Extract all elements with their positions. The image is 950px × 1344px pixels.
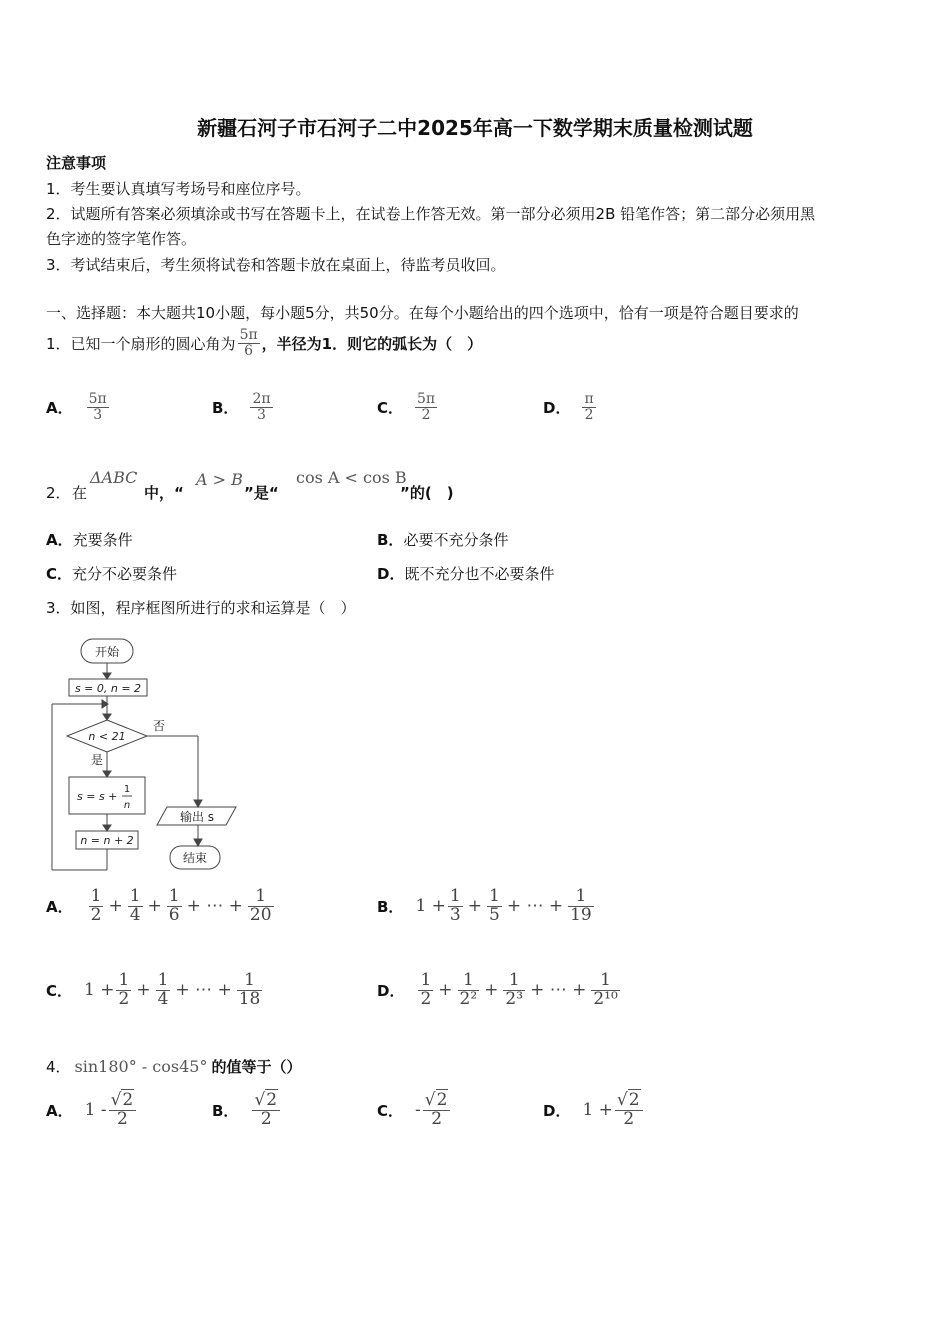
fraction	[89, 888, 104, 925]
flow-yes-label: 是	[91, 753, 104, 767]
option-label: A．	[46, 398, 73, 417]
fraction-denominator: 3	[93, 406, 103, 423]
notice-item: 2．试题所有答案必须填涂或书写在答题卡上，在试卷上作答无效。第一部分必须用2B 铅笔作答；第二部分必须用黑	[46, 205, 816, 223]
leading-term: 1 +	[84, 980, 115, 1001]
fraction-denominator: 2	[584, 406, 594, 423]
notice-item: 3．考试结束后，考生须将试卷和答题卡放在桌面上，待监考员收回。	[46, 256, 506, 274]
q2-option-a[interactable]	[46, 529, 133, 550]
fraction	[248, 888, 274, 925]
fraction-denominator: 3	[257, 406, 266, 423]
fraction	[238, 328, 260, 358]
fraction-numerator: 1	[237, 972, 263, 991]
option-text: 必要不充分条件	[403, 531, 509, 549]
q4-option-d[interactable]	[543, 1092, 645, 1129]
math-expression	[582, 1092, 644, 1129]
ellipsis-sum: + ⋯ +	[186, 896, 243, 917]
fraction-numerator: 1	[449, 886, 461, 906]
math-expression	[416, 972, 621, 1009]
fraction-denominator: 2¹⁰	[593, 988, 618, 1009]
option-text: 既不充分也不必要条件	[404, 565, 555, 583]
flowchart	[40, 632, 250, 878]
question-text: 的值等于（）	[211, 1058, 302, 1076]
math-expression: ΔABC	[90, 468, 138, 487]
option-label: D．	[543, 1101, 571, 1120]
fraction-numerator: 1	[248, 888, 274, 907]
fraction-denominator: 2	[623, 1108, 635, 1129]
question-3	[46, 597, 356, 618]
fraction	[128, 888, 143, 925]
option-label: A．	[46, 897, 73, 916]
fraction-denominator: 2³	[505, 988, 524, 1009]
question-text: 在	[72, 484, 88, 502]
question-text: ”是“	[244, 484, 279, 502]
option-label: B．	[212, 398, 239, 417]
option-label: B．	[377, 897, 404, 916]
fraction-numerator: 1	[591, 972, 619, 991]
fraction	[487, 888, 502, 925]
plus-sign: +	[484, 980, 499, 1001]
q2-option-b[interactable]	[377, 529, 508, 550]
q4-option-c[interactable]	[377, 1092, 452, 1129]
fraction-denominator: 3	[449, 904, 461, 925]
fraction-numerator: 2π	[252, 391, 271, 407]
page-title: 新疆石河子市石河子二中2025年高一下数学期末质量检测试题	[197, 116, 753, 140]
fraction-numerator: 1	[458, 972, 480, 991]
plus-sign: +	[147, 896, 162, 917]
math-expression: A > B	[196, 470, 243, 489]
fraction	[167, 888, 182, 925]
q3-option-d[interactable]	[377, 972, 622, 1009]
option-label: C．	[46, 981, 73, 1000]
ellipsis-sum: + ⋯ +	[530, 980, 587, 1001]
q4-option-a[interactable]	[46, 1092, 138, 1129]
math-expression	[250, 1092, 282, 1129]
notice-heading: 注意事项	[46, 154, 107, 172]
fraction	[503, 972, 525, 1009]
fraction	[448, 888, 463, 925]
flow-end-label: 结束	[182, 851, 208, 865]
fraction-numerator: 1	[168, 886, 180, 906]
fraction-numerator: 1	[157, 970, 169, 990]
fraction-denominator: 2	[421, 406, 431, 423]
fraction-denominator: 4	[157, 988, 169, 1009]
q1-option-c[interactable]	[377, 392, 439, 422]
fraction-denominator: 2	[260, 1108, 272, 1129]
plus-sign: +	[108, 896, 123, 917]
question-number: 4．	[46, 1058, 71, 1076]
question-text: ，半径为1．则它的弧长为（ ）	[261, 334, 483, 353]
fraction	[156, 972, 171, 1009]
option-label: A．	[46, 531, 73, 549]
fraction-numerator: 5π	[239, 327, 258, 343]
q2-option-c[interactable]	[46, 563, 177, 584]
notice-item: 1．考生要认真填写考场号和座位序号。	[46, 180, 311, 198]
question-number: 1．	[46, 334, 71, 353]
leading-term: 1 -	[84, 1100, 107, 1121]
fraction-denominator: 2	[90, 904, 102, 925]
option-label: D．	[543, 398, 571, 417]
plus-sign: +	[136, 980, 151, 1001]
fraction: $\frac{√2}{2}$	[423, 1092, 451, 1129]
flow-init-label: s = 0, n = 2	[74, 682, 142, 695]
fraction-denominator: 2	[117, 1108, 128, 1129]
fraction-denominator: 6	[168, 904, 180, 925]
question-text: 已知一个扇形的圆心角为	[70, 334, 236, 353]
option-text: 充要条件	[72, 531, 133, 549]
fraction-numerator: 1	[488, 886, 500, 906]
fraction	[116, 972, 131, 1009]
fraction	[418, 972, 433, 1009]
fraction-numerator: 1	[118, 970, 130, 990]
q3-option-b[interactable]	[377, 888, 596, 925]
math-expression: cos A < cos B	[296, 468, 407, 487]
question-4	[46, 1056, 301, 1077]
fraction-numerator: 1	[90, 886, 102, 906]
flow-no-label: 否	[153, 719, 166, 733]
q1-option-b[interactable]	[212, 392, 275, 422]
leading-term: -	[415, 1100, 421, 1121]
fraction-numerator: 1	[503, 972, 525, 991]
flow-increment-label: n = n + 2	[80, 834, 134, 847]
option-label: A．	[46, 1101, 73, 1120]
fraction-numerator: 5π	[88, 391, 107, 407]
fraction-denominator: 19	[570, 904, 592, 925]
option-label: D．	[377, 981, 405, 1000]
radicand: 2	[628, 1090, 640, 1110]
math-expression	[415, 888, 595, 925]
fraction-numerator: 1	[568, 888, 594, 907]
option-label: B．	[377, 531, 404, 549]
fraction-numerator: 1	[129, 886, 141, 906]
fraction-numerator: 1	[420, 970, 432, 990]
ellipsis-sum: + ⋯ +	[506, 896, 564, 917]
fraction: $\frac{√2}{2}$	[615, 1092, 643, 1129]
radicand: 2	[436, 1090, 448, 1110]
question-number: 3．	[46, 599, 71, 617]
flow-output-label: 输出 s	[179, 810, 215, 824]
math-expression: sin180° - cos45°	[74, 1057, 208, 1076]
flow-update-label: s = s +	[77, 790, 118, 803]
q3-option-a[interactable]	[46, 888, 276, 925]
flow-condition-label: n < 21	[88, 730, 126, 743]
fraction-numerator: 5π	[417, 391, 436, 407]
fraction	[458, 972, 480, 1009]
fraction	[568, 888, 594, 925]
question-text: 如图，程序框图所进行的求和运算是（ ）	[70, 599, 356, 617]
ellipsis-sum: + ⋯ +	[175, 980, 232, 1001]
leading-term: 1 +	[582, 1100, 613, 1121]
option-label: C．	[46, 565, 73, 583]
fraction	[237, 972, 263, 1009]
math-expression	[85, 1092, 139, 1129]
q4-option-b[interactable]	[212, 1092, 282, 1129]
fraction: $\frac{√2}{2}$	[109, 1092, 137, 1129]
fraction	[582, 392, 595, 422]
fraction	[250, 392, 272, 422]
q3-option-c[interactable]	[46, 972, 264, 1009]
fraction-denominator: 2²	[459, 988, 478, 1009]
math-expression	[87, 888, 276, 925]
fraction-denominator: 2	[118, 988, 130, 1009]
option-label: C．	[377, 398, 404, 417]
fraction-denominator: 6	[244, 342, 254, 359]
question-text: 中，“	[144, 484, 184, 502]
fraction-numerator: π	[584, 391, 594, 407]
leading-term: 1 +	[415, 896, 446, 917]
fraction	[415, 392, 437, 422]
fraction-denominator: 4	[129, 904, 141, 925]
math-expression	[84, 972, 264, 1009]
flow-update-denominator: n	[123, 800, 131, 811]
question-1	[46, 328, 482, 358]
fraction-denominator: 20	[249, 904, 272, 925]
q1-option-a[interactable]	[46, 392, 111, 422]
fraction-denominator: 5	[488, 904, 500, 925]
fraction-denominator: 2	[420, 988, 432, 1009]
flow-update-numerator: 1	[123, 784, 131, 795]
option-label: D．	[377, 565, 405, 583]
plus-sign: +	[467, 896, 482, 917]
math-expression	[415, 1092, 452, 1129]
fraction-denominator: 18	[238, 988, 261, 1009]
option-text: 充分不必要条件	[72, 565, 178, 583]
question-text: ”的( )	[400, 484, 454, 502]
fraction	[591, 972, 619, 1009]
flow-start-label: 开始	[94, 645, 120, 659]
q1-option-d[interactable]	[543, 392, 598, 422]
plus-sign: +	[438, 980, 453, 1001]
notice-item: 色字迹的签字笔作答。	[46, 230, 197, 248]
fraction: $\frac{√2}{2}$	[252, 1092, 280, 1129]
fraction-denominator: 2	[431, 1108, 443, 1129]
q2-option-d[interactable]	[377, 563, 554, 584]
question-number: 2．	[46, 484, 71, 502]
section-heading: 一、选择题：本大题共10小题，每小题5分，共50分。在每个小题给出的四个选项中，恰有一项是符合题目要求的	[46, 304, 799, 322]
option-label: C．	[377, 1101, 404, 1120]
option-label: B．	[212, 1101, 239, 1120]
radicand: 2	[266, 1090, 278, 1110]
radicand: 2	[122, 1090, 134, 1110]
fraction	[87, 392, 109, 422]
